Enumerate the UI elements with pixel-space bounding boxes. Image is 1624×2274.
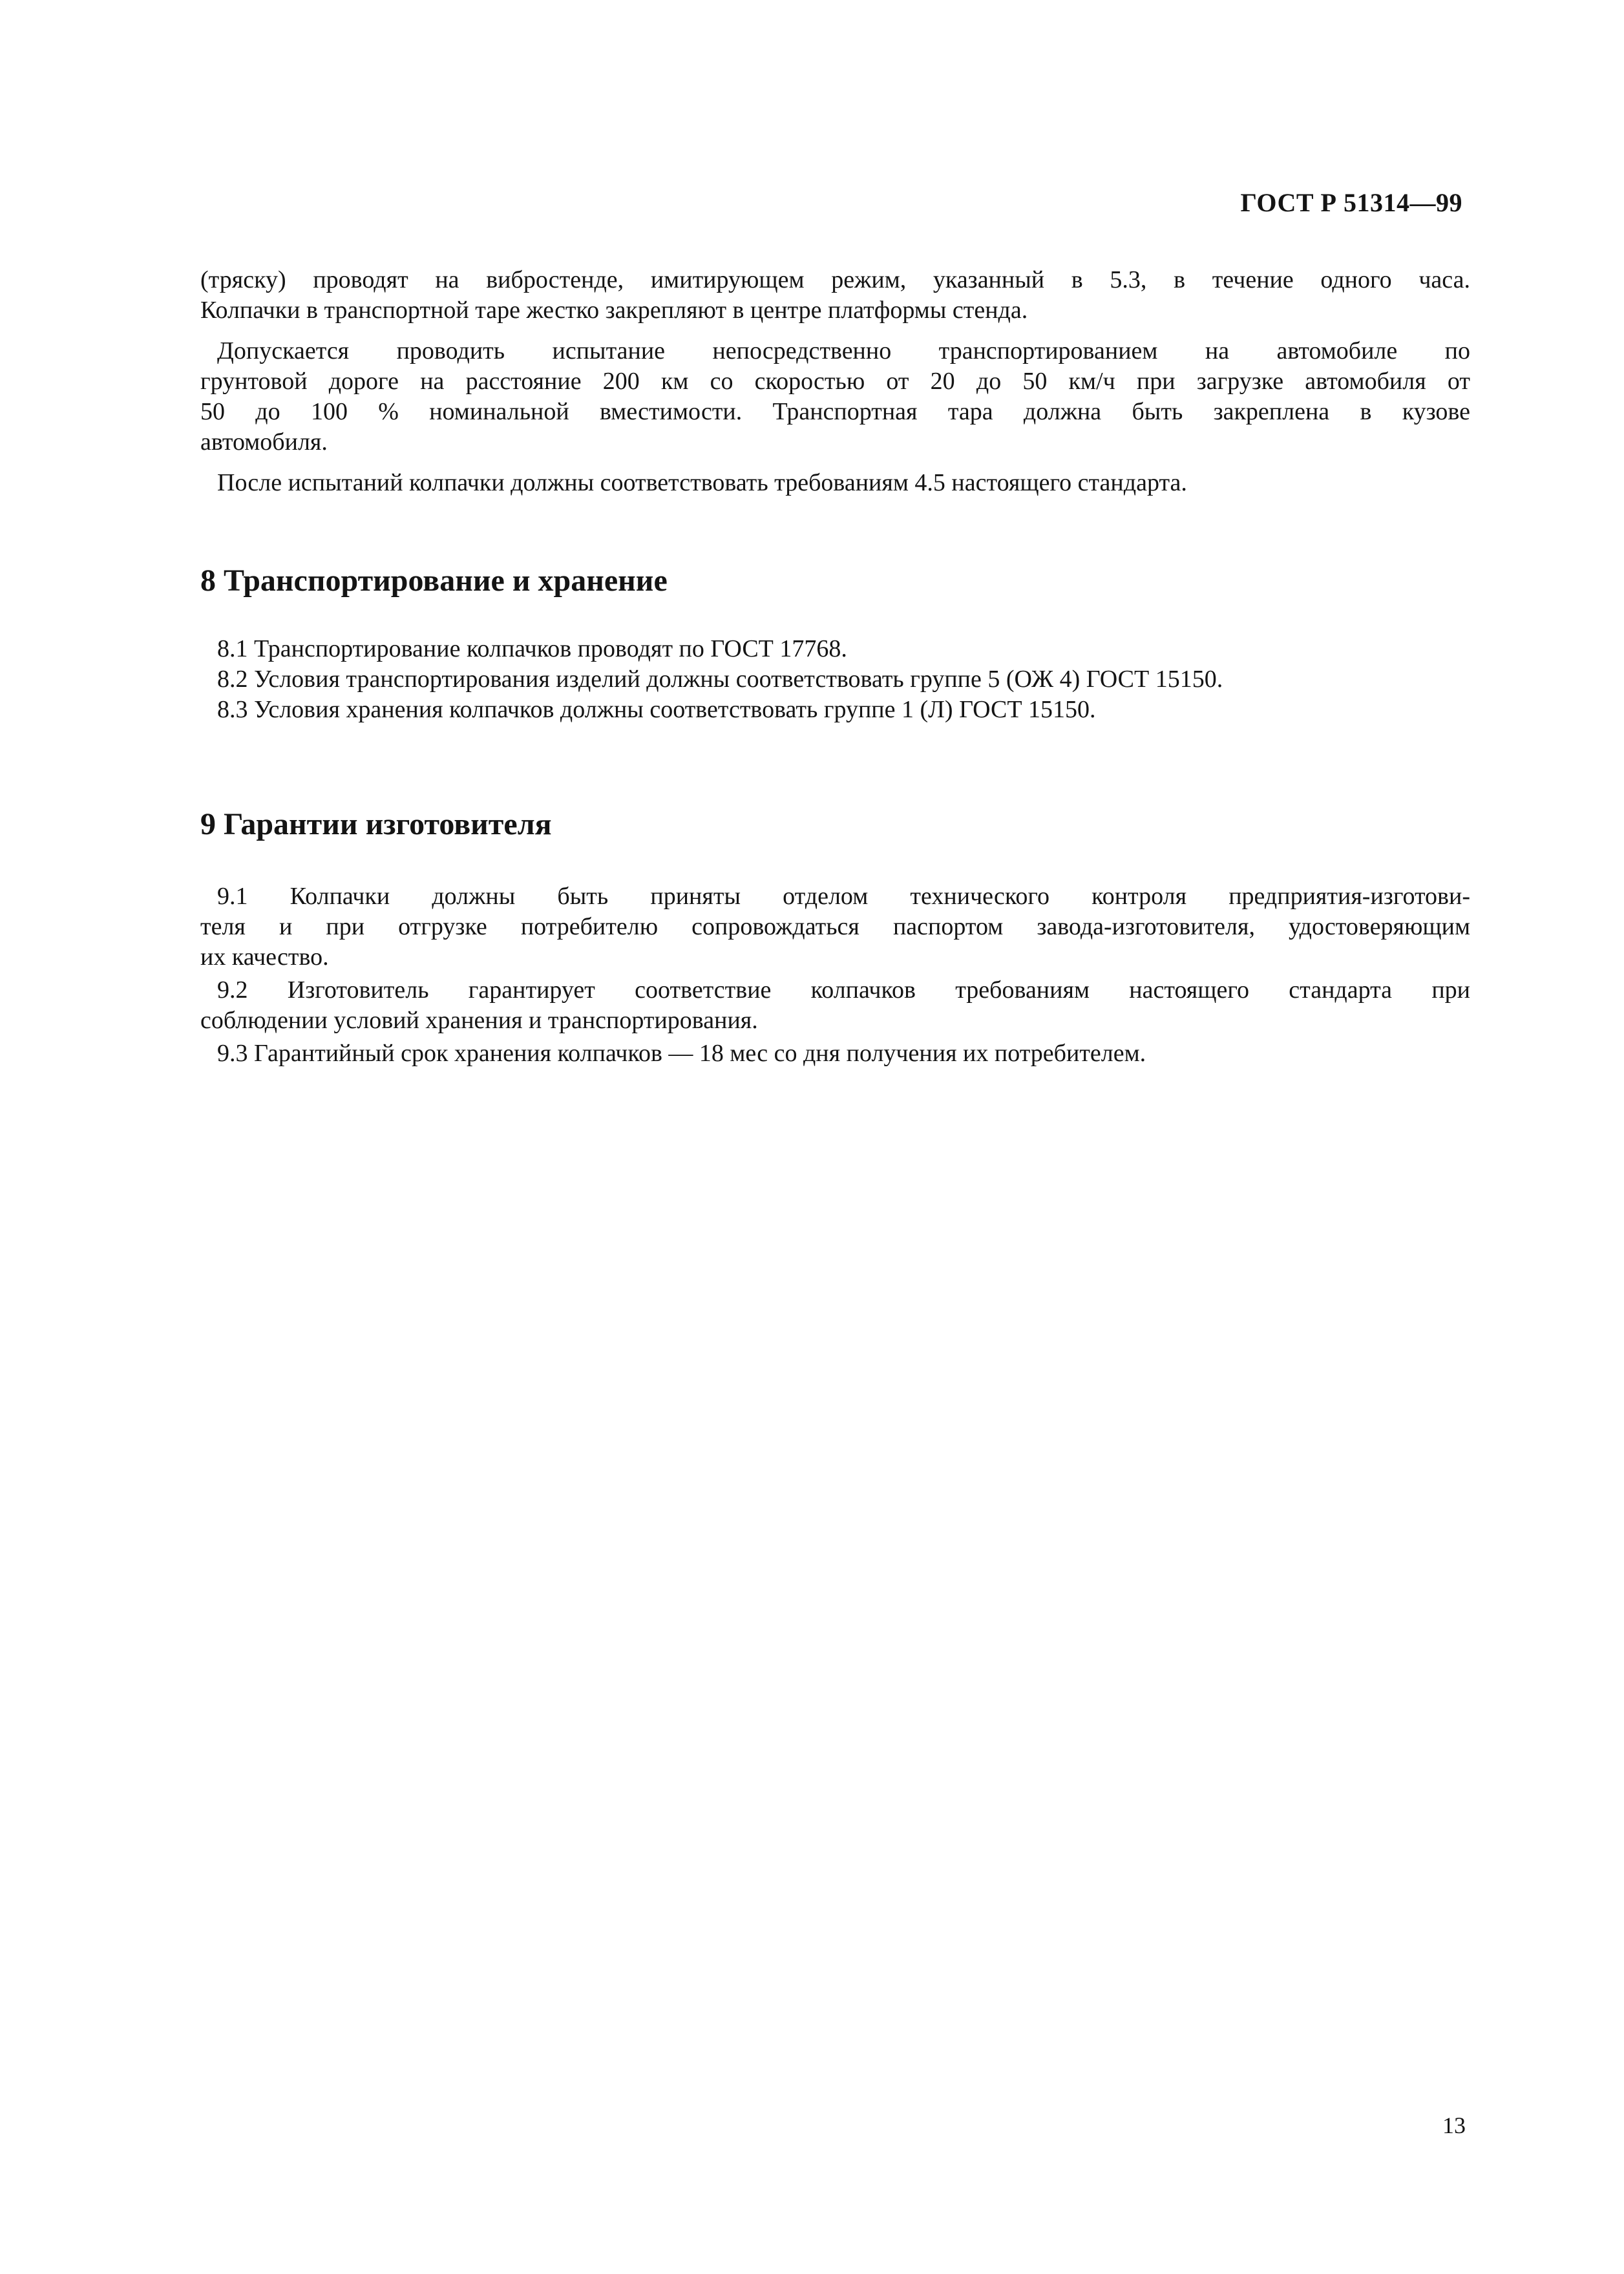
text-line: 9.2 Изготовитель гарантирует соответствие колпачков требованиям настоящего стандарта при bbox=[217, 976, 1470, 1004]
text-line: теля и при отгрузке потребителю сопровождаться паспортом завода-изготовителя, удостоверяющим bbox=[200, 913, 1470, 940]
clause-9-2 bbox=[200, 975, 1470, 1036]
page-body bbox=[200, 265, 1470, 1069]
clause-9-1 bbox=[200, 881, 1470, 973]
text-line: 50 до 100 % номинальной вместимости. Транспортная тара должна быть закреплена в кузове bbox=[200, 398, 1470, 425]
paragraph-after-test: После испытаний колпачки должны соответствовать требованиям 4.5 настоящего стандарта. bbox=[217, 469, 1187, 496]
section-9-heading: 9 Гарантии изготовителя bbox=[200, 807, 552, 841]
text-line: автомобиля. bbox=[200, 428, 328, 456]
page-number: 13 bbox=[1442, 2112, 1466, 2138]
text-line: соблюдении условий хранения и транспортирования. bbox=[200, 1007, 758, 1034]
text-line: Колпачки в транспортной таре жестко закрепляют в центре платформы стенда. bbox=[200, 297, 1028, 324]
text-line: грунтовой дороге на расстояние 200 км со скоростью от 20 до 50 км/ч при загрузке автомобиля от bbox=[200, 368, 1470, 395]
paragraph-test-conditions bbox=[200, 265, 1470, 326]
clause-9-3: 9.3 Гарантийный срок хранения колпачков — 18 мес со дня получения их потребителем. bbox=[217, 1040, 1146, 1067]
paragraph-road-test bbox=[200, 336, 1470, 458]
text-line: 9.1 Колпачки должны быть приняты отделом технического контроля предприятия-изготови- bbox=[217, 883, 1470, 910]
text-line: их качество. bbox=[200, 943, 329, 971]
document-code: ГОСТ Р 51314—99 bbox=[1240, 188, 1462, 217]
clause-8-1: 8.1 Транспортирование колпачков проводят по ГОСТ 17768. bbox=[217, 635, 847, 662]
text-line: (тряску) проводят на вибростенде, имитирующем режим, указанный в 5.3, в течение одного часа. bbox=[200, 266, 1470, 293]
text-line: Допускается проводить испытание непосредственно транспортированием на автомобиле по bbox=[217, 337, 1470, 364]
clause-8-3: 8.3 Условия хранения колпачков должны соответствовать группе 1 (Л) ГОСТ 15150. bbox=[217, 696, 1096, 723]
section-8-heading: 8 Транспортирование и хранение bbox=[200, 563, 668, 598]
clause-8-2: 8.2 Условия транспортирования изделий должны соответствовать группе 5 (ОЖ 4) ГОСТ 15150. bbox=[217, 666, 1223, 693]
section-8-items bbox=[200, 634, 1470, 725]
